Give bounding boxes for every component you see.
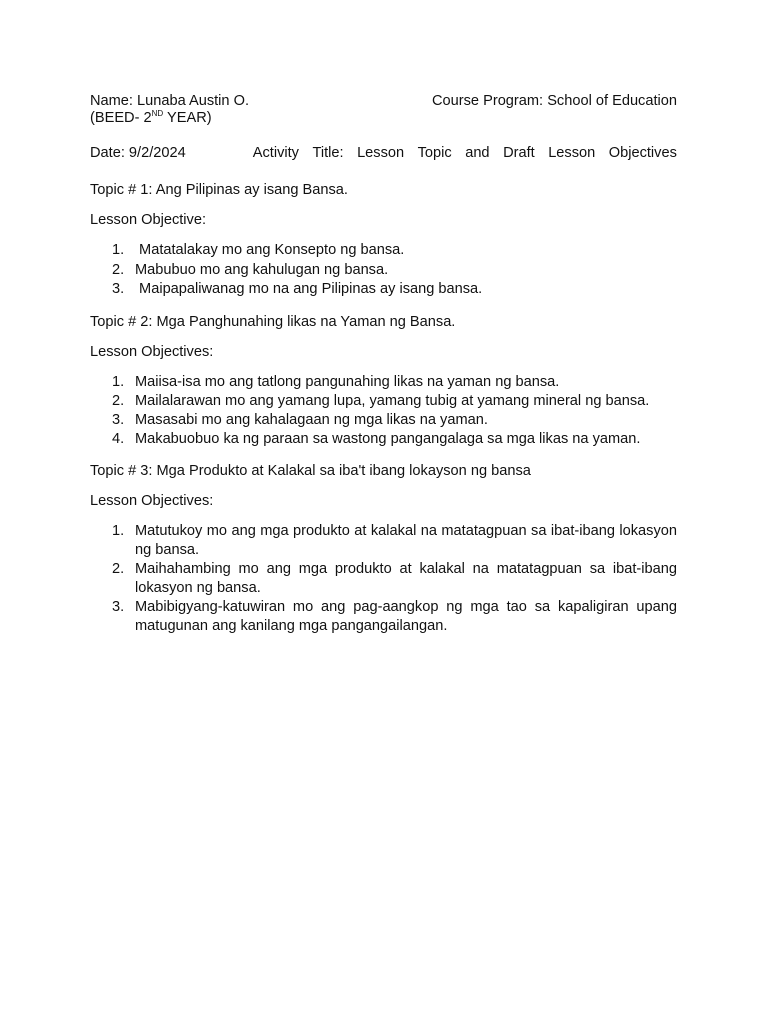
list-number: 2.: [112, 560, 125, 577]
activity-word: Activity: [252, 145, 299, 161]
topic-title: Topic # 1: Ang Pilipinas ay isang Bansa.: [90, 182, 348, 198]
list-text: Maihahambing mo ang mga produkto at kalakal na matatagpuan sa ibat-ibang lokasyon ng bansa.: [135, 560, 677, 596]
list-text: Matutukoy mo ang mga produkto at kalakal na matatagpuan sa ibat-ibang lokasyon ng bansa.: [135, 522, 677, 558]
year-superscript: ND: [151, 109, 164, 118]
year-suffix: YEAR): [163, 110, 212, 126]
objectives-label: Lesson Objectives:: [90, 492, 214, 509]
list-text: Mabubuo mo ang kahulugan ng bansa.: [135, 261, 389, 278]
list-text: Makabuobuo ka ng paraan sa wastong pangangalaga sa mga likas na yaman.: [135, 430, 641, 447]
activity-word: Lesson: [357, 145, 405, 161]
list-number: 1.: [112, 522, 125, 539]
document-page: [90, 93, 677, 650]
topic-title: Topic # 2: Mga Panghunahing likas na Yaman ng Bansa.: [90, 313, 456, 330]
list-item: [90, 280, 677, 300]
list-item: [90, 560, 677, 598]
list-text: Masasabi mo ang kahalagaan ng mga likas na yaman.: [135, 411, 488, 428]
list-item: [90, 598, 677, 636]
course-value: School of Education: [547, 93, 677, 109]
objectives-list: [90, 241, 677, 300]
list-item: [90, 392, 677, 411]
date-activity-line: [90, 145, 677, 162]
topic-title: Topic # 3: Mga Produkto at Kalakal sa iba't ibang lokayson ng bansa: [90, 462, 531, 479]
year-prefix: (BEED- 2: [90, 110, 152, 126]
activity-word: Objectives: [608, 145, 677, 161]
list-text: Mailalarawan mo ang yamang lupa, yamang tubig at yamang mineral ng bansa.: [135, 392, 650, 409]
name-course-line: [90, 93, 677, 110]
student-name: Name: Lunaba Austin O.: [90, 93, 250, 109]
course-label: Course Program:: [432, 93, 544, 109]
activity-word: Topic: [417, 145, 452, 161]
list-item: [90, 241, 677, 261]
header-block: [90, 93, 677, 127]
list-number: 2.: [112, 261, 125, 278]
list-number: 3.: [112, 598, 125, 615]
list-item: [90, 522, 677, 560]
list-text: Maiisa-isa mo ang tatlong pangunahing likas na yaman ng bansa.: [135, 373, 560, 390]
list-item: [90, 373, 677, 392]
list-number: 2.: [112, 392, 125, 409]
objectives-list: [90, 373, 677, 449]
list-number: 1.: [112, 373, 125, 390]
list-number: 3.: [112, 411, 125, 428]
list-item: [90, 261, 677, 281]
list-number: 4.: [112, 430, 125, 447]
list-text: Matatalakay mo ang Konsepto ng bansa.: [135, 242, 405, 258]
activity-word: and: [465, 145, 490, 161]
spacer: [199, 145, 239, 162]
list-text: Mabibigyang-katuwiran mo ang pag-aangkop ng mga tao sa kapaligiran upang matugunan ang kanilang mga pangangailangan.: [135, 598, 677, 634]
date: Date: 9/2/2024: [90, 145, 186, 161]
objectives-label: Lesson Objectives:: [90, 343, 214, 360]
list-item: [90, 430, 677, 449]
objectives-list: [90, 522, 677, 636]
list-text: Maipapaliwanag mo na ang Pilipinas ay isang bansa.: [135, 281, 483, 297]
activity-word: Lesson: [548, 145, 596, 161]
objectives-label: Lesson Objective:: [90, 212, 207, 228]
list-number: 1.: [112, 242, 125, 258]
list-item: [90, 411, 677, 430]
course-program: [432, 93, 677, 110]
activity-word: Draft: [503, 145, 535, 161]
year-level: [90, 110, 677, 127]
list-number: 3.: [112, 281, 125, 297]
activity-word: Title:: [312, 145, 344, 161]
